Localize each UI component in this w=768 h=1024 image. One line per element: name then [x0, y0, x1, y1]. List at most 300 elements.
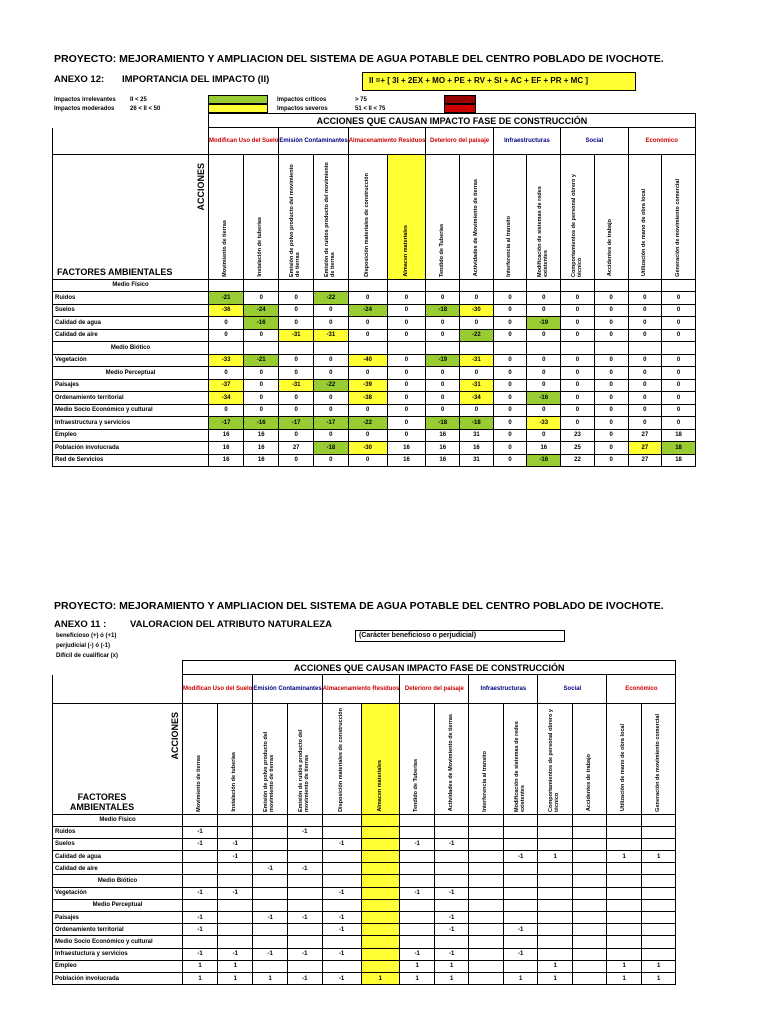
matrix-cell — [322, 851, 361, 863]
matrix-cell: -1 — [183, 948, 218, 960]
matrix-cell: -1 — [322, 887, 361, 899]
action-header: Disposición materiales de construcción — [337, 707, 344, 812]
matrix-cell — [218, 863, 253, 875]
matrix-cell: 0 — [314, 304, 349, 317]
matrix-cell: -1 — [400, 948, 435, 960]
matrix-cell: 1 — [253, 972, 288, 984]
matrix-cell — [628, 342, 662, 355]
matrix-cell: 0 — [594, 379, 628, 392]
matrix-cell — [572, 851, 607, 863]
matrix-cell: 0 — [594, 392, 628, 405]
matrix-cell — [538, 899, 573, 911]
factor-label: Infraestructura y servicios — [53, 417, 209, 430]
matrix-cell: 0 — [314, 392, 349, 405]
action-group-header: Social — [561, 128, 628, 155]
matrix-cell: 0 — [662, 404, 696, 417]
action-header: Actividades de Movimiento de tierras — [447, 714, 454, 812]
matrix-cell: 27 — [628, 454, 662, 467]
matrix-cell: 0 — [493, 404, 527, 417]
matrix-cell — [641, 924, 676, 936]
action-header: Generación de movimiento comercial — [674, 178, 681, 277]
action-header: Comportamientos de personal obrero y técnico — [570, 173, 583, 277]
matrix-cell: 0 — [314, 367, 349, 380]
matrix-cell — [244, 279, 279, 292]
matrix-cell: 16 — [527, 442, 561, 455]
matrix-cell — [641, 863, 676, 875]
matrix-cell: -1 — [434, 838, 469, 850]
matrix-cell — [469, 924, 504, 936]
matrix-cell — [400, 851, 435, 863]
matrix-cell — [361, 863, 400, 875]
matrix-cell: 0 — [314, 354, 349, 367]
action-header: Interferencia al transito — [506, 215, 513, 277]
matrix-cell: 0 — [314, 454, 349, 467]
matrix-cell: 18 — [662, 442, 696, 455]
action-group-header: Económico — [607, 675, 676, 704]
matrix-cell: 0 — [561, 317, 595, 330]
matrix-cell — [607, 814, 642, 826]
matrix-cell: 0 — [594, 292, 628, 305]
matrix-cell: -16 — [527, 454, 561, 467]
matrix-cell — [607, 924, 642, 936]
matrix-cell: 1 — [400, 972, 435, 984]
matrix-cell — [361, 948, 400, 960]
action-group-header: Social — [538, 675, 607, 704]
table-row — [53, 826, 676, 838]
factor-label: Ordenamiento territorial — [53, 924, 183, 936]
matrix-cell: -17 — [209, 417, 244, 430]
matrix-cell — [288, 936, 323, 948]
matrix-cell — [607, 838, 642, 850]
matrix-cell — [253, 887, 288, 899]
action-header: Utilización de mano de obra local — [640, 189, 647, 277]
matrix-cell — [253, 936, 288, 948]
matrix-cell: 16 — [426, 454, 460, 467]
matrix-cell: -21 — [209, 292, 244, 305]
matrix-cell: 0 — [628, 304, 662, 317]
legend-perjudicial: perjudicial (-) ó (-1) — [56, 643, 110, 649]
matrix-cell: 16 — [209, 454, 244, 467]
matrix-cell: -1 — [322, 838, 361, 850]
factor-label: Red de Servicios — [53, 454, 209, 467]
matrix-cell: 0 — [348, 317, 387, 330]
matrix-cell: 0 — [561, 329, 595, 342]
table-row — [53, 329, 696, 342]
action-group-header: Infraestructuras — [493, 128, 560, 155]
matrix-cell — [469, 960, 504, 972]
matrix-cell — [361, 936, 400, 948]
action-group-header: Infraestructuras — [469, 675, 538, 704]
matrix-cell: 0 — [561, 304, 595, 317]
matrix-cell: 0 — [387, 429, 426, 442]
matrix-cell — [253, 814, 288, 826]
matrix-cell — [503, 814, 538, 826]
matrix-cell — [434, 863, 469, 875]
matrix-cell — [503, 960, 538, 972]
matrix-cell: -24 — [348, 304, 387, 317]
table-row — [53, 454, 696, 467]
matrix-cell: -1 — [183, 924, 218, 936]
action-header: Movimiento de tierras — [196, 754, 203, 812]
matrix-cell — [538, 838, 573, 850]
matrix-cell — [361, 838, 400, 850]
matrix-cell: 0 — [493, 317, 527, 330]
matrix-cell: 16 — [209, 442, 244, 455]
matrix-cell: 0 — [493, 417, 527, 430]
table-row — [53, 948, 676, 960]
matrix-cell: 0 — [279, 304, 314, 317]
matrix-cell — [572, 924, 607, 936]
matrix-cell — [361, 899, 400, 911]
matrix-cell: 1 — [218, 960, 253, 972]
matrix-cell: 16 — [426, 429, 460, 442]
legend-dificil: Difícil de cualificar (x) — [56, 653, 119, 659]
matrix-cell: -31 — [279, 329, 314, 342]
matrix-cell — [641, 838, 676, 850]
matrix-cell: 0 — [279, 367, 314, 380]
matrix-cell — [460, 279, 494, 292]
table-row — [53, 936, 676, 948]
matrix-cell: 0 — [244, 404, 279, 417]
matrix-cell: -1 — [253, 912, 288, 924]
matrix-cell — [662, 342, 696, 355]
matrix-cell: 0 — [662, 329, 696, 342]
matrix-cell — [387, 342, 426, 355]
matrix-cell: 0 — [387, 304, 426, 317]
naturaleza-matrix — [52, 660, 676, 985]
matrix-cell — [538, 924, 573, 936]
section-label: Medio Biótico — [53, 342, 209, 355]
section-label: Medio Físico — [53, 279, 209, 292]
matrix-cell — [572, 899, 607, 911]
matrix-cell: 0 — [561, 367, 595, 380]
matrix-cell — [322, 814, 361, 826]
matrix-cell: 0 — [426, 292, 460, 305]
matrix-cell: 0 — [594, 404, 628, 417]
matrix-cell — [572, 972, 607, 984]
matrix-cell: -1 — [288, 972, 323, 984]
matrix-cell: -33 — [209, 354, 244, 367]
matrix-cell: -22 — [460, 329, 494, 342]
matrix-cell — [426, 279, 460, 292]
matrix-cell: 1 — [218, 972, 253, 984]
legend-moderate-label: Impactos moderados — [54, 106, 115, 112]
factor-label: Calidad de agua — [53, 851, 183, 863]
matrix-cell: 1 — [434, 960, 469, 972]
matrix-cell — [400, 924, 435, 936]
matrix-cell — [503, 838, 538, 850]
matrix-cell — [607, 863, 642, 875]
matrix-cell — [218, 899, 253, 911]
project-title-2: PROYECTO: MEJORAMIENTO Y AMPLIACION DEL SISTEMA DE AGUA POTABLE DEL CENTRO POBLADO DE IVOCHOTE. — [54, 600, 664, 612]
matrix-cell: 31 — [460, 429, 494, 442]
section-label: Medio Perceptual — [53, 367, 209, 380]
matrix-cell: -34 — [460, 392, 494, 405]
matrix-cell: 0 — [561, 417, 595, 430]
matrix-cell — [434, 936, 469, 948]
matrix-cell: 0 — [594, 454, 628, 467]
matrix-cell — [469, 875, 504, 887]
factor-label: Suelos — [53, 304, 209, 317]
matrix-cell — [434, 899, 469, 911]
matrix-cell — [662, 279, 696, 292]
acciones-label: ACCIONES — [196, 162, 206, 211]
matrix-cell — [628, 279, 662, 292]
matrix-cell: 0 — [314, 404, 349, 417]
matrix-cell: 0 — [527, 304, 561, 317]
action-group-header: Deterioro del paisaje — [426, 128, 493, 155]
matrix-cell — [641, 826, 676, 838]
matrix-cell — [322, 875, 361, 887]
matrix-cell: 27 — [279, 442, 314, 455]
matrix-cell — [607, 912, 642, 924]
matrix-cell: 0 — [460, 367, 494, 380]
factor-label: Calidad de agua — [53, 317, 209, 330]
matrix-cell: 0 — [561, 379, 595, 392]
matrix-cell: 0 — [662, 317, 696, 330]
matrix-cell: 27 — [628, 442, 662, 455]
matrix-cell: 1 — [607, 960, 642, 972]
action-header: Comportamientos de personal obrero y técnico — [548, 708, 561, 812]
matrix-cell — [361, 924, 400, 936]
legend-severe-range: 51 < II < 75 — [355, 106, 386, 112]
matrix-cell: 0 — [527, 404, 561, 417]
matrix-cell: 0 — [628, 404, 662, 417]
matrix-cell — [322, 960, 361, 972]
matrix-cell: 0 — [662, 379, 696, 392]
matrix-cell: 0 — [527, 379, 561, 392]
legend-severe-label: Impactos severos — [277, 106, 328, 112]
matrix-cell — [253, 851, 288, 863]
table-row — [53, 887, 676, 899]
project-title-1: PROYECTO: MEJORAMIENTO Y AMPLIACION DEL SISTEMA DE AGUA POTABLE DEL CENTRO POBLADO DE IVOCHOTE. — [54, 53, 664, 65]
matrix-cell — [218, 875, 253, 887]
matrix-cell: 0 — [279, 292, 314, 305]
matrix-cell — [493, 279, 527, 292]
matrix-cell: 0 — [279, 454, 314, 467]
matrix-cell: -1 — [322, 912, 361, 924]
matrix-cell: 16 — [244, 442, 279, 455]
table-row — [53, 875, 676, 887]
matrix-cell: 0 — [348, 404, 387, 417]
matrix-cell — [348, 342, 387, 355]
matrix-cell: 0 — [348, 329, 387, 342]
factor-label: Infraestuctura y servicios — [53, 948, 183, 960]
matrix-cell — [400, 912, 435, 924]
table-row — [53, 851, 676, 863]
matrix-cell: -1 — [253, 948, 288, 960]
matrix-cell: 0 — [387, 329, 426, 342]
matrix-cell: 1 — [503, 972, 538, 984]
matrix-cell — [469, 826, 504, 838]
matrix-cell: 0 — [387, 317, 426, 330]
matrix-cell: -22 — [314, 379, 349, 392]
matrix-cell: -1 — [288, 826, 323, 838]
table-row — [53, 317, 696, 330]
matrix-cell: -33 — [527, 417, 561, 430]
matrix-cell — [572, 912, 607, 924]
action-header: Modificación de sistemas de redes existentes — [537, 185, 549, 277]
matrix-cell: 0 — [244, 367, 279, 380]
matrix-cell — [503, 875, 538, 887]
matrix-cell: 0 — [493, 292, 527, 305]
matrix-cell: -1 — [288, 863, 323, 875]
matrix-cell — [641, 936, 676, 948]
action-group-header: Emisión Contaminantes — [279, 128, 348, 155]
factor-label: Ruidos — [53, 292, 209, 305]
matrix-cell — [183, 875, 218, 887]
matrix-cell: 0 — [314, 317, 349, 330]
matrix-cell — [538, 875, 573, 887]
matrix-cell: 0 — [561, 354, 595, 367]
matrix-cell: 0 — [493, 329, 527, 342]
action-header: Accidentes de trabajo — [585, 754, 592, 812]
matrix-cell: 31 — [460, 454, 494, 467]
table-row — [53, 342, 696, 355]
matrix-cell: -31 — [460, 354, 494, 367]
matrix-cell: 16 — [244, 454, 279, 467]
matrix-cell — [641, 875, 676, 887]
matrix-cell — [400, 936, 435, 948]
matrix-cell: -1 — [218, 948, 253, 960]
matrix-cell — [503, 936, 538, 948]
matrix-cell: -22 — [314, 292, 349, 305]
matrix-cell — [183, 899, 218, 911]
matrix-cell: -17 — [314, 417, 349, 430]
matrix-cell — [527, 279, 561, 292]
matrix-cell — [361, 814, 400, 826]
matrix-cell — [607, 826, 642, 838]
matrix-cell — [218, 814, 253, 826]
matrix-cell — [538, 936, 573, 948]
table-title: ACCIONES QUE CAUSAN IMPACTO FASE DE CONSTRUCCIÓN — [183, 661, 676, 675]
matrix-cell: -1 — [400, 887, 435, 899]
matrix-cell: 16 — [209, 429, 244, 442]
action-group-header: Deterioro del paisaje — [400, 675, 469, 704]
matrix-cell — [527, 342, 561, 355]
action-header: Actividades de Movimiento de tierras — [472, 179, 479, 277]
matrix-cell: 0 — [662, 354, 696, 367]
factor-label: Vegetación — [53, 887, 183, 899]
acciones-label: ACCIONES — [170, 711, 180, 760]
matrix-cell: 25 — [561, 442, 595, 455]
matrix-cell: 1 — [434, 972, 469, 984]
matrix-cell: 0 — [628, 392, 662, 405]
matrix-cell: 27 — [628, 429, 662, 442]
matrix-cell: 0 — [387, 404, 426, 417]
matrix-cell: 0 — [493, 429, 527, 442]
matrix-cell — [572, 960, 607, 972]
factor-label: Paisajes — [53, 379, 209, 392]
legend-critical-range: > 75 — [355, 97, 367, 103]
matrix-cell: -30 — [348, 442, 387, 455]
factor-label: Empleo — [53, 429, 209, 442]
matrix-cell: 0 — [662, 367, 696, 380]
matrix-cell — [493, 342, 527, 355]
matrix-cell — [288, 851, 323, 863]
matrix-cell: 1 — [538, 972, 573, 984]
matrix-cell — [503, 826, 538, 838]
matrix-cell: 0 — [493, 354, 527, 367]
matrix-cell: 1 — [641, 972, 676, 984]
matrix-cell: 0 — [527, 292, 561, 305]
matrix-cell — [503, 912, 538, 924]
matrix-cell: 1 — [183, 972, 218, 984]
matrix-cell — [572, 936, 607, 948]
matrix-cell — [183, 814, 218, 826]
matrix-cell: 0 — [244, 329, 279, 342]
action-header: Emisión de ruidos producto del movimiento de tierras — [298, 728, 310, 812]
matrix-cell: 0 — [527, 354, 561, 367]
action-group-header: Económico — [628, 128, 695, 155]
matrix-cell — [469, 948, 504, 960]
matrix-cell — [641, 814, 676, 826]
factor-label: Ruidos — [53, 826, 183, 838]
action-group-header: Emisión Contaminantes — [253, 675, 322, 704]
matrix-cell — [469, 838, 504, 850]
matrix-cell — [322, 863, 361, 875]
action-group-header: Modifican Uso del Suelo — [183, 675, 253, 704]
matrix-cell: 0 — [348, 429, 387, 442]
matrix-cell — [279, 342, 314, 355]
action-header: Utilización de mano de obra local — [620, 724, 627, 812]
matrix-cell — [469, 912, 504, 924]
factor-label: Paisajes — [53, 912, 183, 924]
matrix-cell — [434, 814, 469, 826]
matrix-cell: 16 — [244, 429, 279, 442]
matrix-cell: -31 — [460, 379, 494, 392]
matrix-cell: 16 — [387, 442, 426, 455]
matrix-cell: -1 — [322, 948, 361, 960]
matrix-cell: 0 — [594, 329, 628, 342]
matrix-cell — [572, 887, 607, 899]
matrix-cell — [288, 814, 323, 826]
matrix-cell: 0 — [387, 354, 426, 367]
matrix-cell — [253, 838, 288, 850]
matrix-cell: -31 — [314, 329, 349, 342]
legend-swatch-moderate — [208, 104, 268, 113]
matrix-cell: 0 — [628, 367, 662, 380]
table-title: ACCIONES QUE CAUSAN IMPACTO FASE DE CONSTRUCCIÓN — [209, 114, 696, 128]
matrix-cell: -1 — [503, 851, 538, 863]
matrix-cell — [538, 826, 573, 838]
matrix-cell: 16 — [426, 442, 460, 455]
matrix-cell: 0 — [348, 292, 387, 305]
action-header: Interferencia al transito — [482, 750, 489, 812]
matrix-cell — [253, 875, 288, 887]
action-header: Instalación de tuberías — [231, 751, 238, 812]
matrix-cell: 0 — [426, 392, 460, 405]
table-row — [53, 404, 696, 417]
legend-beneficioso: beneficioso (+) ó (+1) — [56, 633, 117, 639]
factor-label: Población involucrada — [53, 972, 183, 984]
formula-box: II =+ [ 3I + 2EX + MO + PE + RV + SI + AC + EF + PR + MC ] — [362, 72, 636, 91]
matrix-cell: -1 — [322, 924, 361, 936]
matrix-cell — [322, 899, 361, 911]
matrix-cell: 0 — [527, 429, 561, 442]
action-header: Instalación de tuberías — [257, 216, 264, 277]
matrix-cell — [218, 936, 253, 948]
matrix-cell — [572, 826, 607, 838]
matrix-cell — [469, 887, 504, 899]
matrix-cell: 0 — [279, 317, 314, 330]
matrix-cell — [387, 279, 426, 292]
table-row — [53, 838, 676, 850]
table-row — [53, 367, 696, 380]
matrix-cell: 0 — [244, 379, 279, 392]
action-header: Emisión de ruidos producto del movimiento de tierras — [324, 161, 336, 277]
matrix-cell: -18 — [426, 304, 460, 317]
